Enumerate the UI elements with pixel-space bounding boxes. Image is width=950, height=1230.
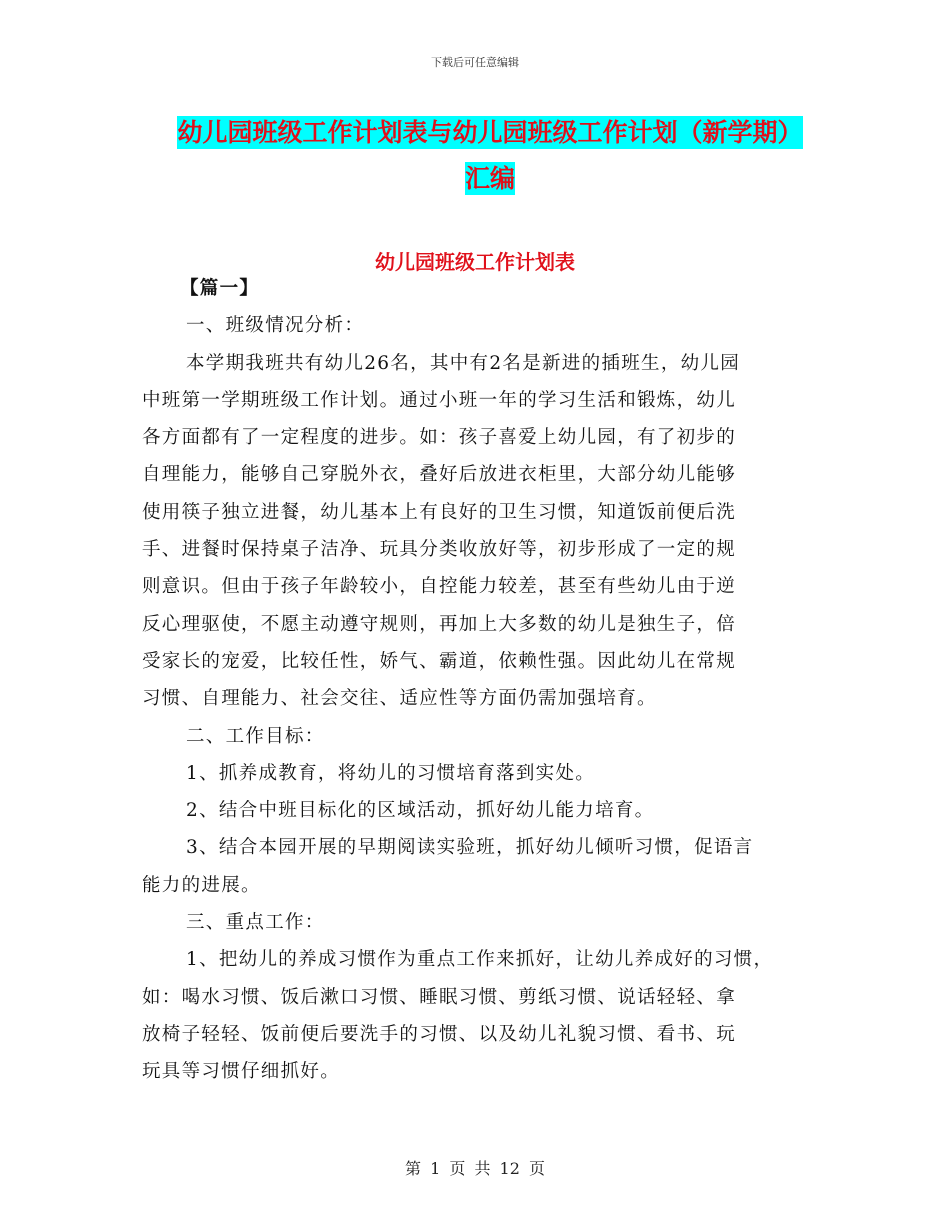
paragraph-line: 如：喝水习惯、饭后漱口习惯、睡眠习惯、剪纸习惯、说话轻轻、拿 <box>142 986 737 1008</box>
paragraph-line: 自理能力，能够自己穿脱外衣，叠好后放进衣柜里，大部分幼儿能够 <box>142 464 737 486</box>
paragraph-line: 能力的进展。 <box>142 874 261 896</box>
paragraph-line: 习惯、自理能力、社会交往、适应性等方面仍需加强培育。 <box>142 688 657 710</box>
paragraph-line: 反心理驱使，不愿主动遵守规则，再加上大多数的幼儿是独生子，倍 <box>142 613 737 635</box>
list-item: 1、把幼儿的养成习惯作为重点工作来抓好，让幼儿养成好的习惯， <box>186 949 774 971</box>
heading-work-goals: 二、工作目标： <box>186 725 325 747</box>
paragraph-line: 各方面都有了一定程度的进步。如：孩子喜爱上幼儿园，有了初步的 <box>142 427 737 449</box>
heading-class-analysis: 一、班级情况分析： <box>186 315 365 337</box>
body-text <box>142 270 814 1091</box>
list-item: 2、结合中班目标化的区域活动，抓好幼儿能力培育。 <box>186 800 655 822</box>
header-note: 下载后可任意编辑 <box>431 56 519 69</box>
heading-key-work: 三、重点工作： <box>186 912 325 934</box>
list-item: 1、抓养成教育，将幼儿的习惯培育落到实处。 <box>186 762 596 784</box>
section-mark: 【篇一】 <box>180 278 260 299</box>
paragraph-line: 受家长的宠爱，比较任性，娇气、霸道，依赖性强。因此幼儿在常规 <box>142 650 737 672</box>
paragraph-line: 则意识。但由于孩子年龄较小，自控能力较差，甚至有些幼儿由于逆 <box>142 576 737 598</box>
paragraph-line: 放椅子轻轻、饭前便后要洗手的习惯、以及幼儿礼貌习惯、看书、玩 <box>142 1023 737 1045</box>
sub-title: 幼儿园班级工作计划表 <box>375 250 575 274</box>
main-title <box>170 110 810 202</box>
paragraph-line: 玩具等习惯仔细抓好。 <box>142 1061 341 1083</box>
paragraph-line: 手、进餐时保持桌子洁净、玩具分类收放好等，初步形成了一定的规 <box>142 539 737 561</box>
paragraph-line: 本学期我班共有幼儿26名，其中有2名是新进的插班生，幼儿园 <box>186 352 741 374</box>
paragraph-line: 使用筷子独立进餐，幼儿基本上有良好的卫生习惯，知道饭前便后洗 <box>142 501 737 523</box>
main-title-text: 幼儿园班级工作计划表与幼儿园班级工作计划（新学期）汇编 <box>177 118 803 193</box>
paragraph-line: 中班第一学期班级工作计划。通过小班一年的学习生活和锻炼，幼儿 <box>142 389 737 411</box>
list-item: 3、结合本园开展的早期阅读实验班，抓好幼儿倾听习惯，促语言 <box>186 837 754 859</box>
page-footer: 第 1 页 共 12 页 <box>405 1159 545 1178</box>
